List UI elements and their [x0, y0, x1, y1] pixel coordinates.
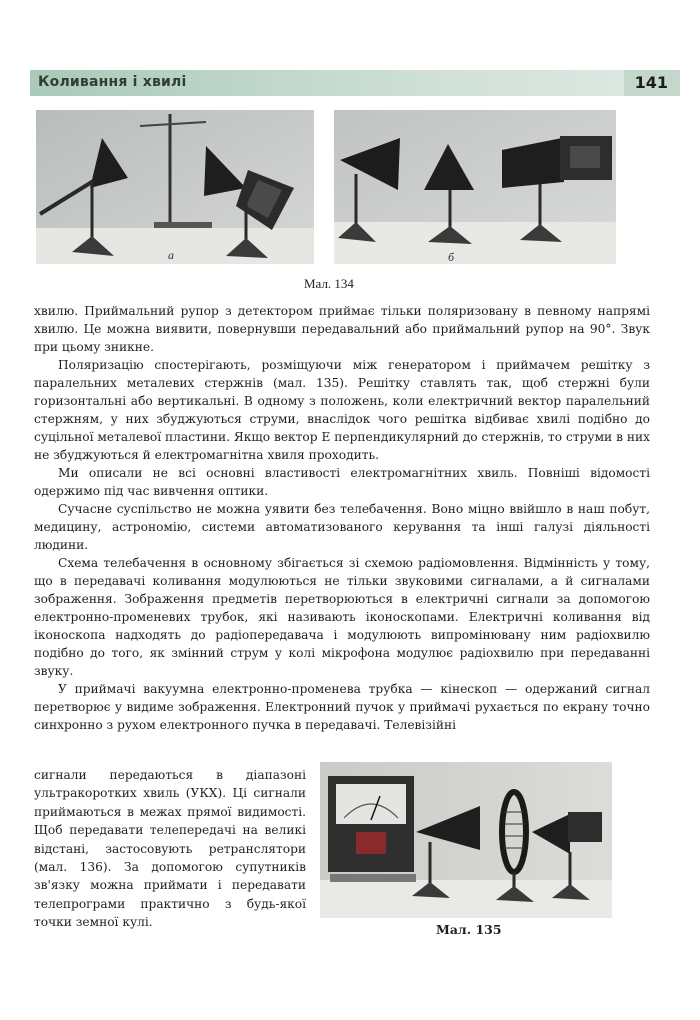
- figure-134-caption: Мал. 134: [304, 276, 354, 291]
- paragraph-3: Ми описали не всі основні властивості електромагнітних хвиль. Повніші відомості одержимо під час вивчення оптики.: [34, 466, 650, 498]
- page-number: 141: [634, 73, 668, 92]
- figure-134b-photo: [334, 110, 616, 264]
- running-header: [30, 70, 680, 96]
- paragraph-wrapped: сигнали передаються в діапазоні ультракоротких хвиль (УКХ). Ці сигнали приймаються в межах прямої видимості. Щоб передавати телепередачі на великі відстані, застосовують ретранслятори (мал. 136). За допомогою супутників зв'язку можна приймати і передавати телепрограми практично з будь-якої точки земної кулі.: [34, 768, 306, 930]
- figure-134a-label: а: [168, 248, 174, 262]
- figure-135-photo: [320, 762, 612, 918]
- page-number-box: [624, 70, 680, 96]
- paragraph-6: У приймачі вакуумна електронно-променева трубка — кінескоп — одержаний сигнал перетворює у видиме зображення. Електронний пучок у приймачі рухається по екрану точно синхронно з рухом електронного пучка в передавачі. Телевізійні: [34, 682, 650, 732]
- figure-134b-label: б: [448, 250, 455, 264]
- paragraph-1: хвилю. Приймальний рупор з детектором приймає тільки поляризовану в певному напрямі хвилю. Це можна виявити, повернувши передавальний або приймальний рупор на 90°. Звук при цьому зникне.: [34, 304, 650, 354]
- paragraph-5: Схема телебачення в основному збігається зі схемою радіомовлення. Відмінність у тому, що в передавачі коливання модулюються не тільки звуковими сигналами, а й сигналами зображення. Зображення предметів перетворюються в електричні сигнали за допомогою електронно-променевих трубок, які називають іконоскопами. Електричні коливання від іконоскопа надходять до радіопередавача і модулюють випромінювану ним радіохвилю подібно до того, як змінний струм у колі мікрофона модулює радіохвилю при передаванні звуку.: [34, 556, 650, 678]
- paragraph-4: Сучасне суспільство не можна уявити без телебачення. Воно міцно ввійшло в наш побут, медицину, астрономію, системи автоматизованого керування та інші галузі діяльності людини.: [34, 502, 650, 552]
- figure-135-caption: Мал. 135: [436, 922, 502, 937]
- section-title: Коливання і хвилі: [38, 74, 187, 90]
- body-text: [34, 302, 650, 734]
- paragraph-2: Поляризацію спостерігають, розміщуючи між генератором і приймачем решітку з паралельних металевих стержнів (мал. 135). Решітку ставлять так, щоб стержні були горизонтальні або вертикальні. В одному з положень, коли електричний вектор паралельний стержням, у них збуджуються струми, внаслідок чого решітка відбиває хвилі подібно до суцільної металевої пластини. Якщо вектор E перпендикулярний до стержнів, то струми в них не збуджуються й електромагнітна хвиля проходить.: [34, 358, 650, 462]
- figure-134a-photo: [36, 110, 314, 264]
